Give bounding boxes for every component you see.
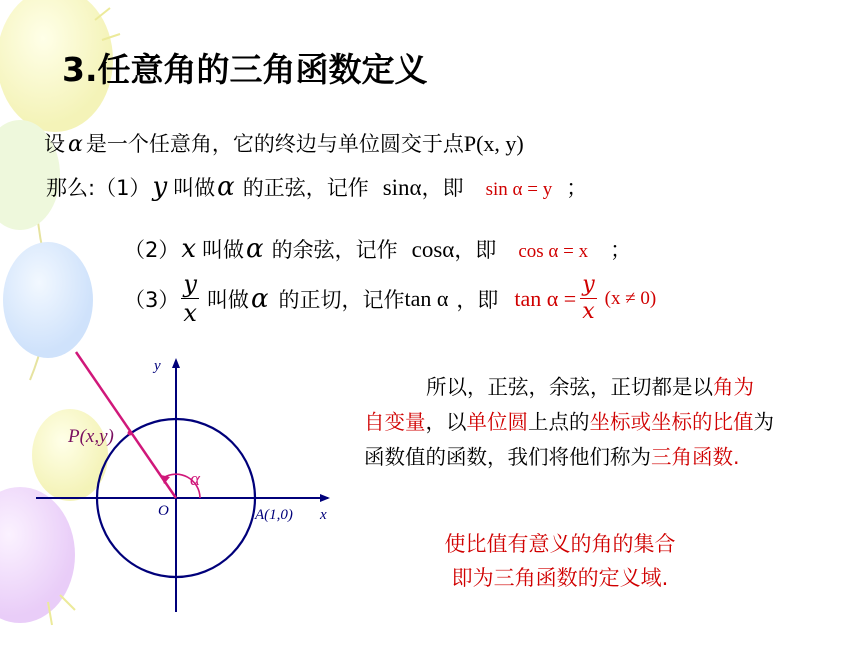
paragraph-segment: 所以，正弦，余弦，正切都是以: [426, 375, 713, 399]
fraction-numerator: y: [183, 270, 197, 298]
formula-numerator: y: [582, 272, 595, 297]
angle-alpha-label: α: [190, 469, 200, 490]
y-axis-label: y: [154, 358, 161, 374]
point-p-coordinates: P(x,y): [68, 426, 114, 447]
semicolon: ；: [610, 238, 632, 262]
paragraph-segment: 上点的: [528, 410, 590, 434]
definition-name: 的正弦，记作: [242, 176, 369, 200]
definition-name: 的正切，记作: [278, 287, 405, 312]
alpha-symbol: α: [250, 283, 269, 314]
conclusion-line-2: 即为三角函数的定义域.: [451, 566, 669, 590]
fraction-denominator: x: [183, 299, 197, 327]
paragraph-segment: ，以: [425, 410, 467, 434]
row-prefix: 那么:（1）: [46, 176, 151, 200]
cosine-notation: cosα: [411, 237, 455, 262]
point-a-label: A(1,0): [255, 507, 293, 523]
alpha-symbol: α: [68, 132, 83, 157]
called-text: 叫做: [206, 287, 249, 312]
tangent-notation: tan α: [404, 285, 449, 311]
formula-condition: (x ≠ 0): [604, 287, 657, 309]
row-prefix: （3）: [124, 287, 180, 312]
alpha-symbol: α: [246, 234, 264, 264]
x-axis-arrow: [320, 494, 330, 502]
y-axis-arrow: [172, 358, 180, 368]
paragraph-highlight: 三角函数: [651, 445, 733, 469]
conclusion-line-1: 使比值有意义的角的集合: [444, 532, 676, 556]
formula-denominator: x: [582, 299, 595, 324]
paragraph-highlight: 单位圆: [466, 410, 528, 434]
formula-left: tan α =: [514, 285, 577, 311]
sine-notation: sinα: [382, 175, 422, 200]
cosine-formula: cos α = x: [518, 241, 589, 262]
variable-x: x: [181, 234, 197, 264]
called-text: 叫做: [202, 238, 245, 262]
sine-formula: sin α = y: [485, 179, 553, 200]
paragraph-highlight: 坐标或坐标的比值: [589, 410, 754, 434]
variable-y: y: [152, 172, 168, 202]
origin-label: O: [158, 503, 169, 519]
intro-text-a: 设: [44, 132, 65, 156]
semicolon: ；: [566, 176, 588, 200]
definition-name: 的余弦，记作: [271, 238, 398, 262]
ie-text: ，即: [456, 287, 499, 312]
alpha-symbol: α: [217, 172, 235, 202]
paragraph-highlight: 角为自变量: [364, 375, 754, 434]
terminal-side: [76, 352, 176, 498]
domain-conclusion: [380, 527, 740, 595]
intro-text-b: 是一个任意角，它的终边与单位圆交于点: [85, 132, 464, 156]
ie-text: ，即: [421, 176, 464, 200]
explanation-paragraph: [364, 370, 774, 475]
x-axis-label: x: [320, 507, 327, 523]
paragraph-segment: 为函数值的函数，我们将他们称为: [364, 410, 774, 469]
paragraph-highlight: .: [733, 445, 740, 469]
called-text: 叫做: [173, 176, 216, 200]
page-title: 3.任意角的三角函数定义: [62, 50, 428, 89]
point-p-marker: [128, 431, 133, 436]
point-p-label: P(x, y): [463, 131, 524, 156]
row-prefix: （2）: [124, 238, 180, 262]
ie-text: ，即: [454, 238, 497, 262]
